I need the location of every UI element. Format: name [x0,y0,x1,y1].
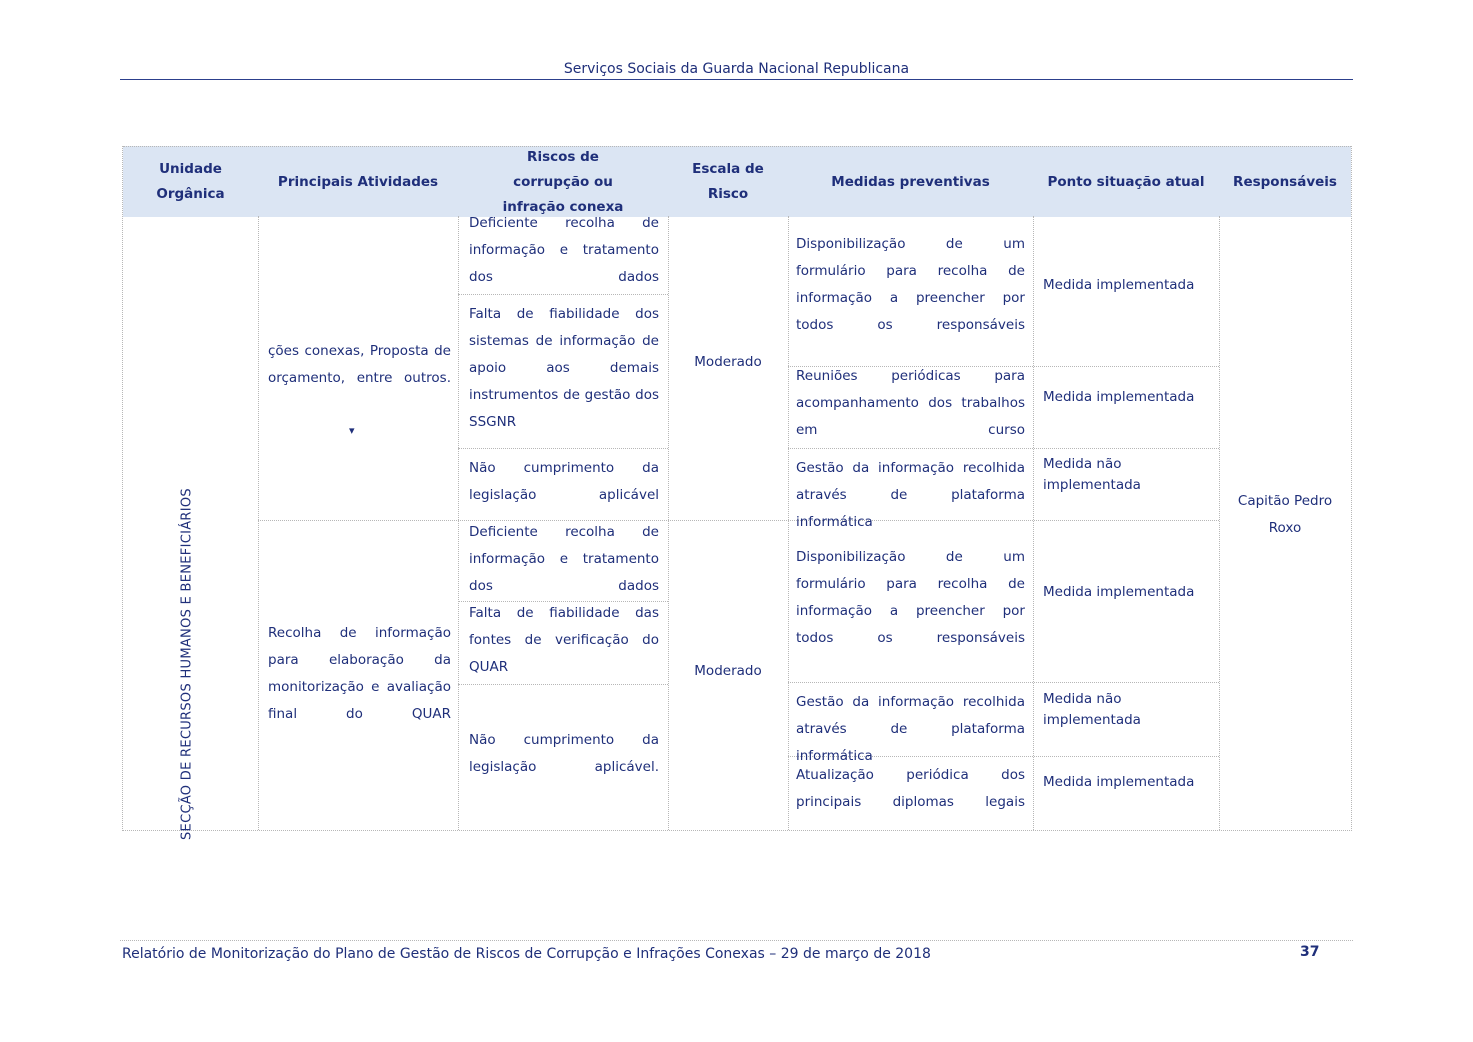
status-text: Medida implementada [1043,774,1195,790]
col-header-scale: Escala de Risco [692,161,764,202]
col-header-measures: Medidas preventivas [831,173,990,190]
measure-divider [788,682,1219,683]
risk-text: Não cumprimento da legislação aplicável [469,460,659,503]
measure-text: Disponibilização de um formulário para recolha de informação a preencher por todos os responsáveis [796,236,1025,333]
page-header-title: Serviços Sociais da Guarda Nacional Republicana [563,61,910,77]
risk-text: Falta de fiabilidade das fontes de verificação do QUAR [469,605,659,675]
footer-rule [120,940,1353,941]
col-divider [1033,216,1034,830]
risk-text: Deficiente recolha de informação e tratamento dos dados [469,215,659,285]
status-text: Medida implementada [1043,389,1195,405]
col-divider [788,216,789,830]
table-header-row [123,146,1351,217]
col-header-activities: Principais Atividades [277,173,439,190]
risk-scale: Moderado [694,354,762,370]
status-text: Medida implementada [1043,584,1195,600]
col-divider [668,216,669,830]
risk-table [122,146,1352,840]
measure-text: Gestão da informação recolhida através de plataforma informática [796,460,1025,530]
risk-scale: Moderado [694,663,762,679]
activity-text: ções conexas, Proposta de orçamento, entre outros. [268,343,451,386]
risk-text: Falta de fiabilidade dos sistemas de informação de apoio aos demais instrumentos de gestão dos SSGNR [469,306,659,430]
status-text: Medida não implementada [1043,456,1141,493]
measure-text: Reuniões periódicas para acompanhamento dos trabalhos em curso [796,368,1025,438]
status-text: Medida implementada [1043,277,1195,293]
col-header-status: Ponto situação atual [1047,173,1205,190]
col-divider [458,216,459,830]
responsible-name: Capitão Pedro Roxo [1237,493,1333,536]
risk-text: Não cumprimento da legislação aplicável. [469,732,659,775]
header-rule [120,79,1353,80]
group-divider [258,520,1219,521]
risk-divider [458,684,668,685]
measure-text: Atualização periódica dos principais diplomas legais [796,767,1025,810]
measure-text: Gestão da informação recolhida através de plataforma informática [796,694,1025,764]
cursor-mark-icon: ▾ [349,424,355,437]
col-divider [1219,216,1220,830]
risk-divider [458,448,668,449]
risk-divider [458,294,668,295]
measure-divider [788,448,1219,449]
col-divider [258,216,259,830]
footer-title: Relatório de Monitorização do Plano de Gestão de Riscos de Corrupção e Infrações Conexas – 29 de março de 2018 [122,946,931,962]
unit-label-text: SECÇÃO DE RECURSOS HUMANOS E BENEFICIÁRIOS [179,488,195,840]
col-header-unit: Unidade Orgânica [156,161,225,202]
risk-text: Deficiente recolha de informação e tratamento dos dados [469,524,659,594]
activity-text: Recolha de informação para elaboração da monitorização e avaliação final do QUAR [268,625,451,722]
page-number: 37 [1300,944,1320,960]
col-header-risks: Riscos de corrupção ou infração conexa [502,148,624,215]
status-text: Medida não implementada [1043,691,1141,728]
col-header-responsible: Responsáveis [1233,173,1337,190]
measure-text: Disponibilização de um formulário para recolha de informação a preencher por todos os responsáveis [796,549,1025,646]
